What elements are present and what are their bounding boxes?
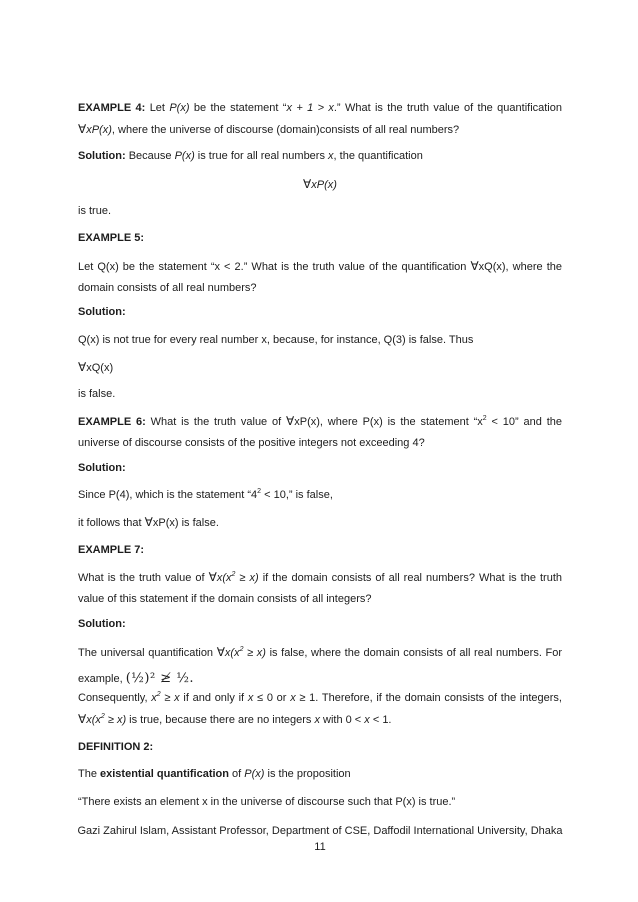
forall-symbol: ∀	[286, 414, 295, 428]
text: of	[228, 768, 245, 780]
text: ≥ 1. Therefore, if the domain consists of the integers,	[295, 692, 562, 704]
predicate-px: P(x)	[174, 150, 195, 162]
text: with 0 <	[319, 714, 365, 726]
variable-x: x	[174, 692, 180, 704]
example-5-title: EXAMPLE 5:	[78, 232, 145, 244]
page-number: 11	[314, 841, 326, 853]
text: ≥	[160, 692, 175, 704]
expression: x + 1 > x	[286, 102, 334, 114]
formula: xQ(x)	[86, 362, 114, 374]
superscript: 2	[257, 488, 262, 495]
forall-symbol: ∀	[78, 712, 87, 726]
solution-7-paragraph	[78, 639, 562, 692]
example-7-title: EXAMPLE 7:	[78, 544, 145, 556]
text: < 10,” is false,	[261, 489, 333, 501]
conclusion-text: is false.	[78, 388, 116, 400]
formula: ≥ x)	[104, 714, 127, 726]
text: xP(x) is false.	[152, 517, 219, 529]
text: ≤ 0 or	[253, 692, 291, 704]
definition-2-quote: “There exists an element x in the universe of discourse such that P(x) is true.”	[78, 796, 456, 808]
text: Let Q(x) be the statement “x < 2.” What is the truth value of the quantification	[78, 261, 471, 273]
forall-symbol: ∀	[144, 515, 153, 529]
formula: ≥ x)	[243, 647, 266, 659]
text: xQ(x), where the domain consists of all real numbers?	[78, 261, 562, 294]
text: What is the truth value of	[145, 416, 287, 428]
text: Since P(4), which is the statement “4	[78, 489, 258, 501]
defined-term: existential quantification	[100, 768, 229, 780]
solution-7-label: Solution:	[78, 618, 126, 630]
text: is the proposition	[264, 768, 351, 780]
text: Let	[145, 102, 170, 114]
forall-symbol: ∀	[303, 177, 312, 191]
text: , the quantification	[333, 150, 423, 162]
example-6-paragraph	[78, 411, 562, 454]
display-formula	[78, 357, 562, 379]
quantification: xP(x)	[86, 124, 112, 136]
predicate-px: P(x)	[169, 102, 190, 114]
text: Consequently,	[78, 692, 152, 704]
text: if the domain consists of all real numbers? What is the truth value of this statement if the domain consists of all integers?	[78, 572, 562, 605]
superscript: 2	[239, 646, 244, 653]
definition-2-paragraph	[78, 764, 562, 785]
text: < 1.	[369, 714, 392, 726]
display-formula	[78, 174, 562, 196]
variable-x: x	[364, 714, 370, 726]
example-4-paragraph	[78, 98, 562, 141]
forall-symbol: ∀	[470, 259, 479, 273]
solution-5-label: Solution:	[78, 306, 126, 318]
text: be the statement “	[189, 102, 287, 114]
conclusion-text: is true.	[78, 205, 112, 217]
text: What is the truth value of	[78, 572, 209, 584]
variable-x: x	[151, 692, 157, 704]
example-7-paragraph	[78, 567, 562, 610]
definition-2-title: DEFINITION 2:	[78, 741, 154, 753]
formula: ≥ x)	[235, 572, 259, 584]
superscript: 2	[231, 571, 236, 578]
example-6-title: EXAMPLE 6:	[78, 416, 146, 428]
example-4-title: EXAMPLE 4:	[78, 102, 146, 114]
solution-label: Solution:	[78, 150, 126, 162]
variable-x: x	[328, 150, 334, 162]
text: The universal quantification	[78, 647, 217, 659]
predicate-px: P(x)	[244, 768, 265, 780]
text: , where the universe of discourse (domain)consists of all real numbers?	[111, 124, 460, 136]
example-5-paragraph	[78, 256, 562, 299]
superscript: 2	[100, 713, 105, 720]
forall-symbol: ∀	[208, 570, 217, 584]
variable-x: x	[247, 692, 254, 704]
solution-6-label: Solution:	[78, 462, 126, 474]
solution-4-paragraph	[78, 146, 562, 167]
text: Because	[125, 150, 175, 162]
text: .” What is the truth value of the quantification	[333, 102, 562, 114]
superscript: 2	[482, 415, 487, 422]
forall-symbol: ∀	[78, 360, 87, 374]
text: The	[78, 768, 101, 780]
variable-x: x	[290, 692, 296, 704]
text: it follows that	[78, 517, 145, 529]
solution-7-consequence	[78, 688, 562, 731]
superscript: 2	[156, 691, 161, 698]
formula: xP(x)	[311, 179, 337, 191]
variable-x: x	[314, 714, 320, 726]
formula: x(x	[224, 647, 240, 659]
text: < 10” and the universe of discourse consists of the positive integers not exceeding 4?	[78, 416, 562, 449]
text: is true for all real numbers	[194, 150, 329, 162]
forall-symbol: ∀	[216, 645, 225, 659]
page-footer	[40, 823, 600, 855]
formula: x(x	[86, 714, 101, 726]
solution-6-text	[78, 485, 562, 506]
text: is false, where the domain consists of all real numbers. For example,	[78, 647, 563, 685]
text: if and only if	[179, 692, 248, 704]
forall-symbol: ∀	[78, 122, 87, 136]
solution-5-text: Q(x) is not true for every real number x, because, for instance, Q(3) is false. Thus	[78, 334, 474, 346]
footer-author: Gazi Zahirul Islam, Assistant Professor, Department of CSE, Daffodil International University, Dhaka	[77, 825, 563, 837]
text: xP(x), where P(x) is the statement “x	[294, 416, 483, 428]
text: is true, because there are no integers	[126, 714, 315, 726]
fraction-inequality: (½)² ≱ ½.	[125, 671, 195, 686]
solution-6-conclusion	[78, 512, 562, 534]
formula: x(x	[216, 572, 232, 584]
